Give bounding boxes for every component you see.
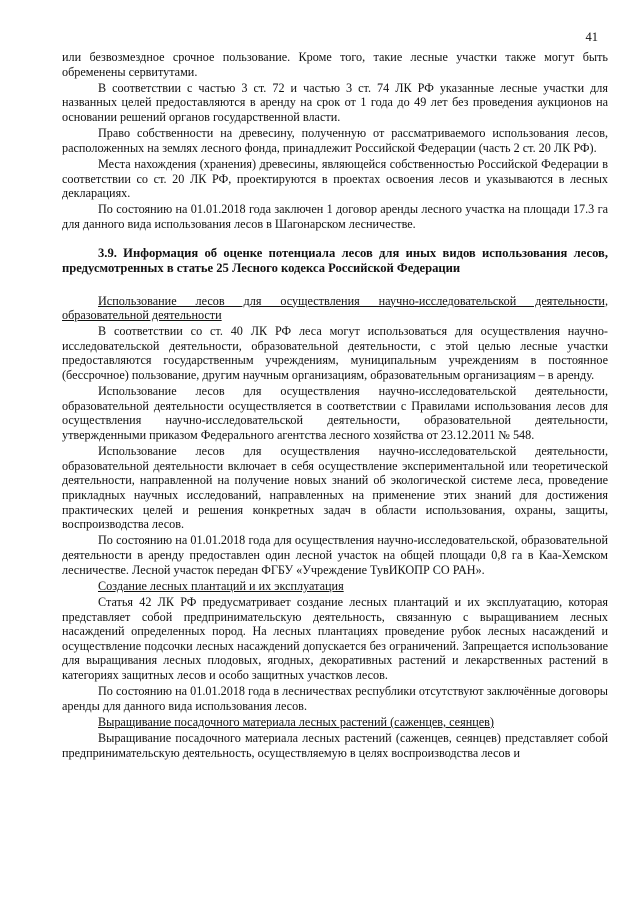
section-heading: 3.9. Информация об оценке потенциала лесов для иных видов использования лесов, предусмотренных в статье 25 Лесного кодекса Российской Федерации xyxy=(62,245,608,275)
paragraph-wood-storage: Места нахождения (хранения) древесины, являющейся собственностью Российской Федерации в соответствии со ст. 20 ЛК РФ, проектируются в проектах освоения лесов и указываются в лесных декларациях. xyxy=(62,156,608,201)
paragraph-plantations-1: Статья 42 ЛК РФ предусматривает создание лесных плантаций и их эксплуатацию, которая представляет собой предпринимательскую деятельность, связанную с выращиванием лесных насаждений определенных пород. На лесных плантациях проведение рубок лесных насаждений и осуществление подсочки лесных насаждений допускается без ограничений. Запрещается использование для выращивания лесных плодовых, ягодных, декоративных растений и лекарственных растений в категориях защитных лесов и особо защитных участков лесов. xyxy=(62,594,608,682)
subheading-plantations: Создание лесных плантаций и их эксплуатация xyxy=(98,578,344,593)
paragraph-research-1: В соответствии со ст. 40 ЛК РФ леса могут использоваться для осуществления научно-исследовательской деятельности, образовательной деятельности, с этой целью лесные участки предоставляются государственным учреждениям, муниципальным учреждениям в постоянное (бессрочное) пользование, другим научным организациям, образовательным организациям – в аренду. xyxy=(62,324,608,383)
paragraph-lease-status: По состоянию на 01.01.2018 года заключен 1 договор аренды лесного участка на площади 17.3 га для данного вида использования лесов в Шагонарском лесничестве. xyxy=(62,202,608,231)
paragraph-research-3: Использование лесов для осуществления научно-исследовательской деятельности, образовательной деятельности включает в себя осуществление экспериментальной или теоретической деятельности, направленной на получение новых знаний об экологической системе леса, проведение прикладных научных исследований, направленных на применение этих знаний для достижения практических целей и решения конкретных задач в области использования, охраны, защиты, воспроизводства лесов. xyxy=(62,444,608,532)
paragraph-wood-ownership: Право собственности на древесину, полученную от рассматриваемого использования лесов, расположенных на землях лесного фонда, принадлежит Российской Федерации (часть 2 ст. 20 ЛК РФ). xyxy=(62,126,608,155)
paragraph-research-4: По состоянию на 01.01.2018 года для осуществления научно-исследовательской, образовательной деятельности в аренду предоставлен один лесной участок на общей площади 0,8 га в Каа-Хемском лесничестве. Лесной участок передан ФГБУ «Учреждение ТувИКОПР СО РАН». xyxy=(62,533,608,577)
paragraph-seedlings-1: Выращивание посадочного материала лесных растений (саженцев, сеянцев) представляет собой предпринимательскую деятельность, осуществляемую в целях воспроизводства лесов и xyxy=(62,731,608,760)
paragraph-research-2: Использование лесов для осуществления научно-исследовательской деятельности, образовательной деятельности осуществляется в соответствии с Правилами использования лесов для осуществления научно-исследовательской деятельности, образовательной деятельности, утвержденными приказом Федерального агентства лесного хозяйства от 23.12.2011 № 548. xyxy=(62,384,608,443)
paragraph-lease-terms: В соответствии с частью 3 ст. 72 и частью 3 ст. 74 ЛК РФ указанные лесные участки для названных целей предоставляются в аренду на срок от 1 года до 49 лет без проведения аукционов на основании решений органов государственной власти. xyxy=(62,80,608,124)
paragraph-plantations-2: По состоянию на 01.01.2018 года в лесничествах республики отсутствуют заключённые договоры аренды для данного вида использования лесов. xyxy=(62,684,608,713)
page-number: 41 xyxy=(585,30,598,44)
page-content xyxy=(62,50,608,762)
subheading-research: Использование лесов для осуществления научно-исследовательской деятельности, образовательной деятельности xyxy=(62,293,608,323)
subheading-seedlings: Выращивание посадочного материала лесных растений (саженцев, сеянцев) xyxy=(98,714,494,729)
paragraph-continuation: или безвозмездное срочное пользование. Кроме того, такие лесные участки также могут быть обременены сервитутами. xyxy=(62,50,608,79)
